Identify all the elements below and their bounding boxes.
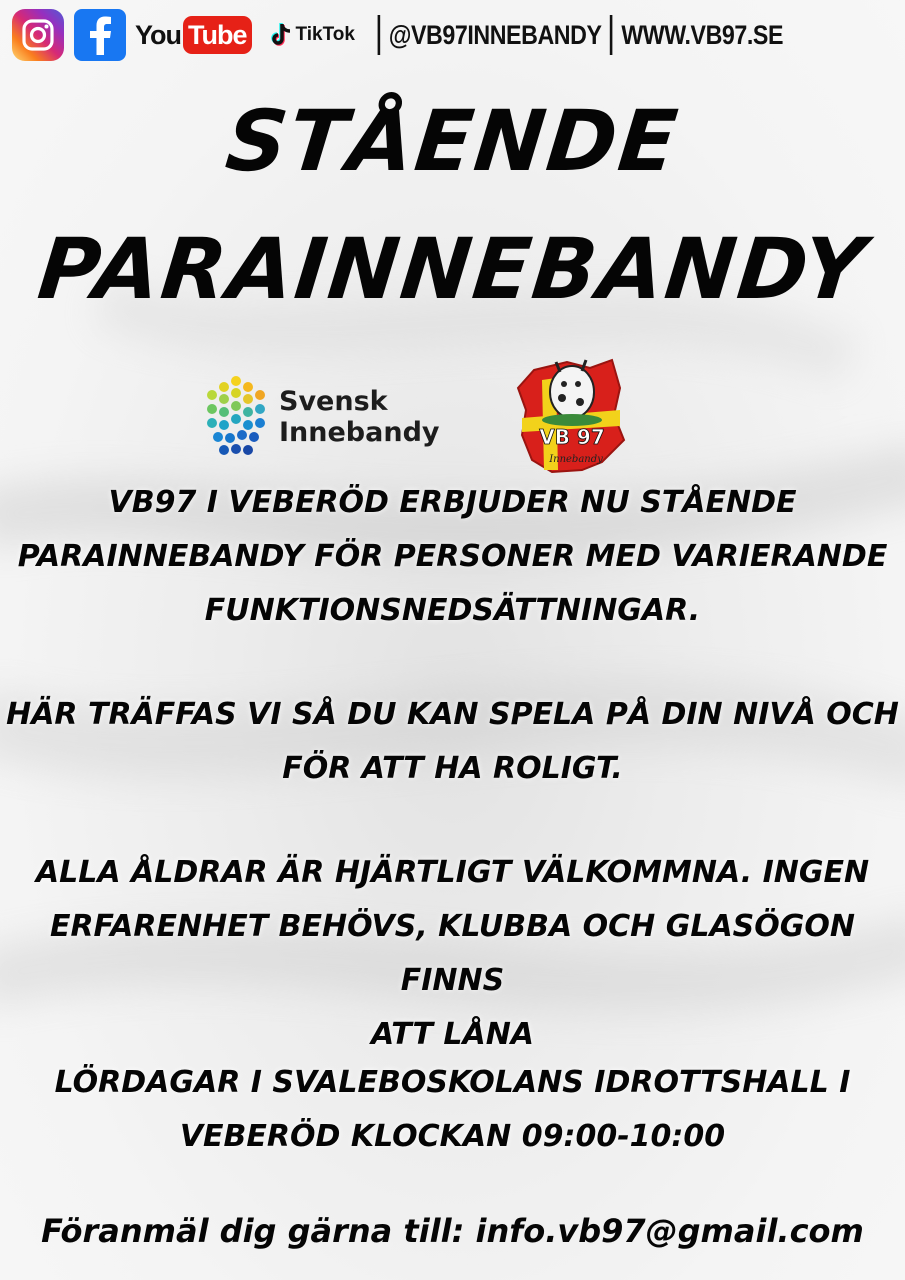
- wordmark-line-2: Innebandy: [279, 417, 440, 448]
- instagram-icon[interactable]: [12, 9, 64, 61]
- welcome-line-1: ALLA ÅLDRAR ÄR HJÄRTLIGT VÄLKOMMNA. INGEN: [35, 855, 870, 890]
- vb97-crest-script: Innebandy: [549, 454, 603, 465]
- intro-line-2: PARAINNEBANDY FÖR PERSONER MED VARIERANDE: [17, 539, 888, 574]
- schedule-line-1: LÖRDAGAR I SVALEBOSKOLANS IDROTTSHALL I: [54, 1065, 851, 1100]
- facebook-icon[interactable]: [74, 9, 126, 61]
- intro-line-1: VB97 I VEBERÖD ERBJUDER NU STÅENDE: [108, 485, 797, 520]
- level-paragraph: [0, 688, 905, 796]
- youtube-tube-text: Tube: [183, 16, 252, 54]
- welcome-line-3: ATT LÅNA: [370, 1017, 535, 1052]
- dots-logo-icon: [203, 375, 269, 459]
- level-line-2: FÖR ATT HA ROLIGT.: [282, 751, 623, 786]
- welcome-paragraph: [0, 846, 905, 1062]
- svensk-innebandy-wordmark: [279, 386, 440, 448]
- tiktok-logo[interactable]: [270, 22, 355, 48]
- divider: [378, 15, 381, 55]
- schedule-line-2: VEBERÖD KLOCKAN 09:00-10:00: [179, 1119, 726, 1154]
- website-link[interactable]: WWW.VB97.SE: [621, 19, 784, 50]
- title-line-2: PARAINNEBANDY: [33, 220, 872, 318]
- title-line-1: STÅENDE: [221, 92, 684, 190]
- youtube-you-text: You: [135, 19, 181, 50]
- contact-email-line[interactable]: Föranmäl dig gärna till: info.vb97@gmail.com: [41, 1212, 864, 1250]
- welcome-line-2: ERFARENHET BEHÖVS, KLUBBA OCH GLASÖGON FINNS: [49, 909, 856, 998]
- vb97-crest: [512, 340, 627, 475]
- social-handle[interactable]: @VB97INNEBANDY: [388, 19, 602, 50]
- wordmark-line-1: Svensk: [279, 386, 388, 417]
- mascot-body: [550, 366, 594, 418]
- svensk-innebandy-logo: [203, 374, 443, 460]
- divider: [610, 15, 613, 55]
- intro-line-3: FUNKTIONSNEDSÄTTNINGAR.: [204, 593, 701, 628]
- intro-paragraph: [0, 476, 905, 638]
- level-line-1: HÄR TRÄFFAS VI SÅ DU KAN SPELA PÅ DIN NIVÅ OCH: [6, 697, 899, 732]
- tiktok-icon: [270, 22, 292, 48]
- tiktok-label: TikTok: [295, 24, 355, 45]
- social-header: [12, 8, 850, 62]
- vb97-crest-text: VB 97: [539, 425, 605, 449]
- schedule-paragraph: [0, 1056, 905, 1164]
- handle-and-website: [369, 15, 783, 55]
- youtube-logo[interactable]: [135, 15, 252, 55]
